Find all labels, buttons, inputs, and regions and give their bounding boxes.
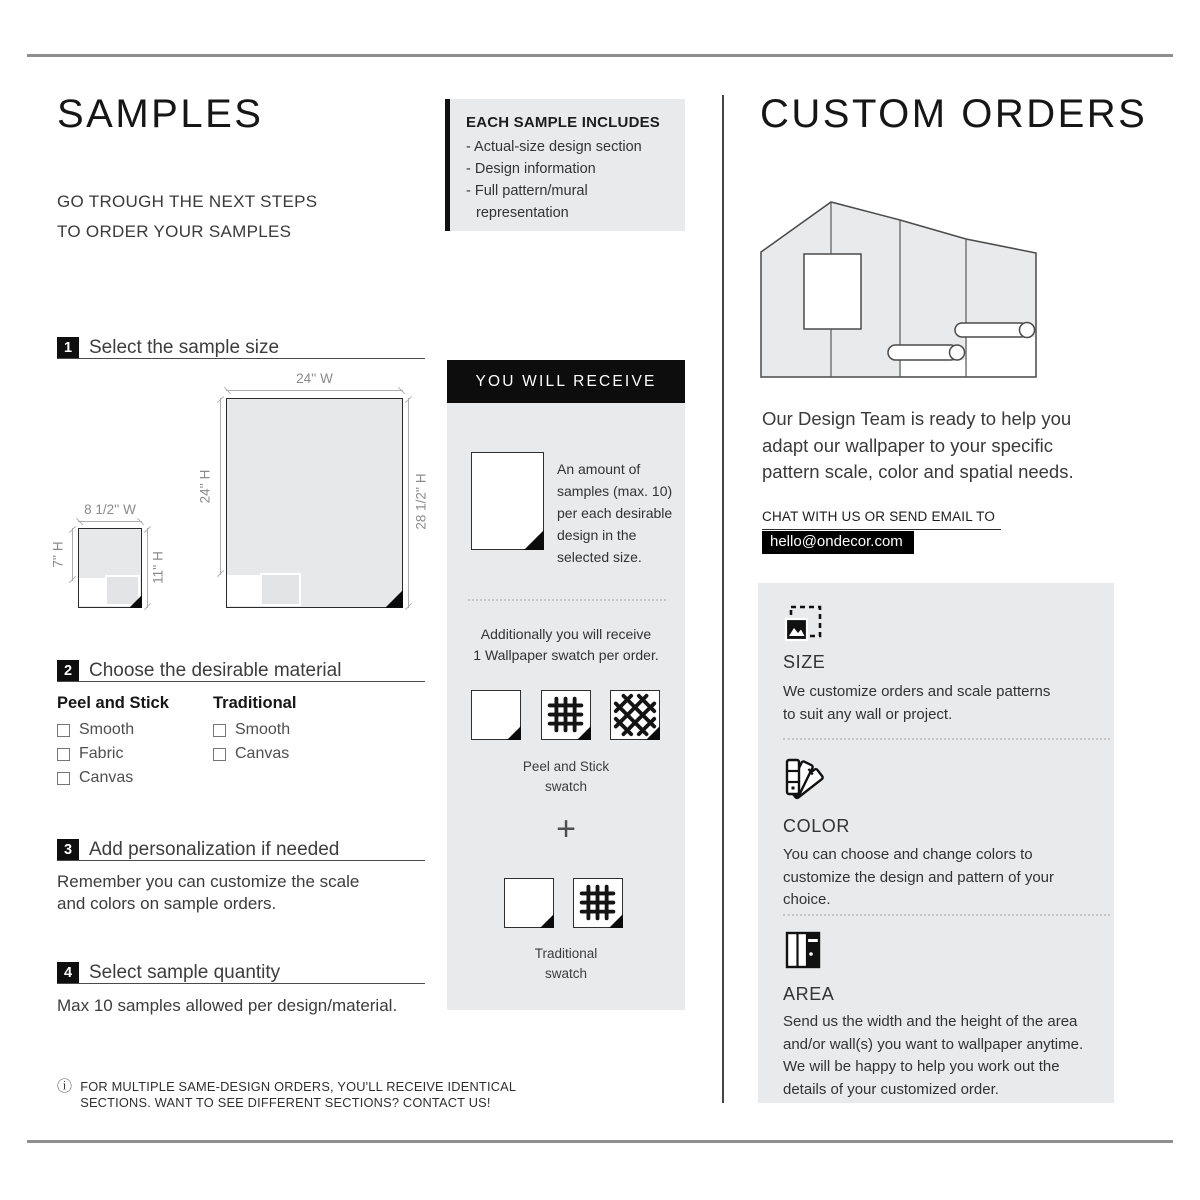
plain-swatch-icon bbox=[471, 690, 521, 740]
plain-swatch-icon bbox=[504, 878, 554, 928]
amount-text: An amount of samples (max. 10) per each desirable design in the selected size. bbox=[557, 461, 673, 565]
email-row bbox=[762, 531, 914, 554]
large-total-height-dim-line bbox=[408, 398, 409, 608]
includes-items: - Actual-size design section - Design information - Full pattern/mural representation bbox=[466, 139, 642, 221]
you-will-receive-header: YOU WILL RECEIVE bbox=[447, 360, 685, 403]
step-4-rule bbox=[57, 983, 425, 984]
small-sample-diagram bbox=[78, 528, 142, 608]
large-sample-inner-swatch bbox=[260, 573, 301, 606]
step-4-number-badge: 4 bbox=[57, 962, 79, 984]
step-3-text: Remember you can customize the scale and colors on sample orders. bbox=[57, 872, 360, 913]
additional-text: Additionally you will receive 1 Wallpaper swatch per order. bbox=[473, 626, 659, 663]
samples-intro: GO TROUGH THE NEXT STEPS TO ORDER YOUR SAMPLES bbox=[57, 192, 318, 241]
option-traditional-canvas[interactable]: Canvas bbox=[213, 745, 363, 763]
sheet-fold-corner bbox=[524, 530, 544, 550]
feature-area-text: Send us the width and the height of the area and/or wall(s) you want to wallpaper anytime. We will be happy to help you work out the details of your customized order. bbox=[783, 1013, 1084, 1098]
top-rule bbox=[27, 54, 1173, 57]
color-swatches-icon bbox=[783, 756, 827, 800]
grid-swatch-icon bbox=[541, 690, 591, 740]
chat-label: CHAT WITH US OR SEND EMAIL TO bbox=[762, 509, 1001, 530]
chat-row bbox=[762, 508, 1001, 530]
grid-swatch-icon bbox=[573, 878, 623, 928]
feature-divider-2 bbox=[783, 914, 1110, 916]
traditional-options bbox=[213, 694, 363, 769]
size-crop-icon bbox=[783, 604, 823, 644]
step-2-number-badge: 2 bbox=[57, 660, 79, 682]
step-4-header: 4 Select sample quantity bbox=[57, 962, 280, 984]
peel-and-stick-title: Peel and Stick bbox=[57, 694, 169, 712]
feature-color-text: You can choose and change colors to customize the design and pattern of your choice. bbox=[783, 846, 1054, 908]
checkbox-icon[interactable] bbox=[213, 724, 226, 737]
small-total-height-dim-line bbox=[147, 528, 148, 608]
large-sample-section bbox=[227, 575, 261, 606]
small-width-dim-line bbox=[78, 521, 142, 522]
option-peel-smooth[interactable]: Smooth bbox=[57, 721, 207, 739]
checkbox-icon[interactable] bbox=[57, 748, 70, 761]
step-3-number-badge: 3 bbox=[57, 839, 79, 861]
step-3-rule bbox=[57, 860, 425, 861]
step-1-rule bbox=[57, 358, 425, 359]
large-width-dim-line bbox=[226, 390, 403, 391]
large-design-height-label: 24'' H bbox=[197, 469, 213, 504]
custom-intro: Our Design Team is ready to help you adapt our wallpaper to your specific pattern scale, color and spatial needs. bbox=[762, 408, 1074, 482]
footnote-text: FOR MULTIPLE SAME-DESIGN ORDERS, YOU'LL RECEIVE IDENTICAL SECTIONS. WANT TO SEE DIFFERENT SECTIONS? CONTACT US! bbox=[80, 1079, 517, 1110]
sample-sheet-icon bbox=[471, 452, 544, 550]
feature-color-title: COLOR bbox=[783, 816, 851, 836]
step-4-text: Max 10 samples allowed per design/material. bbox=[57, 996, 398, 1015]
area-wall-icon bbox=[783, 930, 823, 970]
info-icon: ⓘ bbox=[57, 1078, 73, 1095]
checkbox-icon[interactable] bbox=[57, 724, 70, 737]
includes-title: EACH SAMPLE INCLUDES bbox=[466, 114, 661, 131]
feature-area-title: AREA bbox=[783, 984, 835, 1004]
feature-divider-1 bbox=[783, 738, 1110, 740]
option-traditional-smooth[interactable]: Smooth bbox=[213, 721, 363, 739]
small-design-height-dim-line bbox=[72, 528, 73, 581]
step-1-number-badge: 1 bbox=[57, 337, 79, 359]
checkbox-icon[interactable] bbox=[57, 772, 70, 785]
crosshatch-swatch-icon bbox=[610, 690, 660, 740]
checkbox-icon[interactable] bbox=[213, 748, 226, 761]
column-divider bbox=[722, 95, 724, 1103]
footnote bbox=[57, 1079, 537, 1110]
email-link[interactable]: hello@ondecor.com bbox=[762, 531, 914, 554]
includes-box bbox=[450, 99, 685, 231]
option-peel-canvas[interactable]: Canvas bbox=[57, 769, 207, 787]
step-2-rule bbox=[57, 681, 425, 682]
plus-icon: + bbox=[556, 810, 576, 848]
large-design-height-dim-line bbox=[220, 398, 221, 575]
small-sample-fold-corner bbox=[129, 595, 142, 608]
small-width-label: 8 1/2'' W bbox=[84, 502, 136, 517]
middle-divider-1 bbox=[468, 599, 666, 601]
large-total-height-label: 28 1/2'' H bbox=[413, 473, 429, 530]
small-design-height-label: 7'' H bbox=[50, 541, 66, 568]
step-2-header: 2 Choose the desirable material bbox=[57, 660, 341, 682]
peel-swatch-caption: Peel and Stick swatch bbox=[522, 759, 610, 794]
custom-orders-title: CUSTOM ORDERS bbox=[760, 92, 1148, 136]
small-total-height-label: 11'' H bbox=[150, 551, 166, 584]
feature-size-title: SIZE bbox=[783, 652, 826, 672]
traditional-title: Traditional bbox=[213, 694, 297, 712]
step-3-header: 3 Add personalization if needed bbox=[57, 839, 339, 861]
large-width-label: 24'' W bbox=[296, 371, 333, 386]
bottom-rule bbox=[27, 1140, 1173, 1143]
peel-and-stick-options bbox=[57, 694, 207, 793]
large-sample-diagram bbox=[226, 398, 403, 608]
samples-title: SAMPLES bbox=[57, 92, 264, 136]
feature-size-text: We customize orders and scale patterns to suit any wall or project. bbox=[783, 683, 1051, 723]
traditional-swatch-caption: Traditional swatch bbox=[534, 946, 598, 981]
large-sample-fold-corner bbox=[385, 590, 403, 608]
house-wallpaper-illustration bbox=[755, 195, 1045, 385]
step-1-header: 1 Select the sample size bbox=[57, 337, 279, 359]
option-peel-fabric[interactable]: Fabric bbox=[57, 745, 207, 763]
